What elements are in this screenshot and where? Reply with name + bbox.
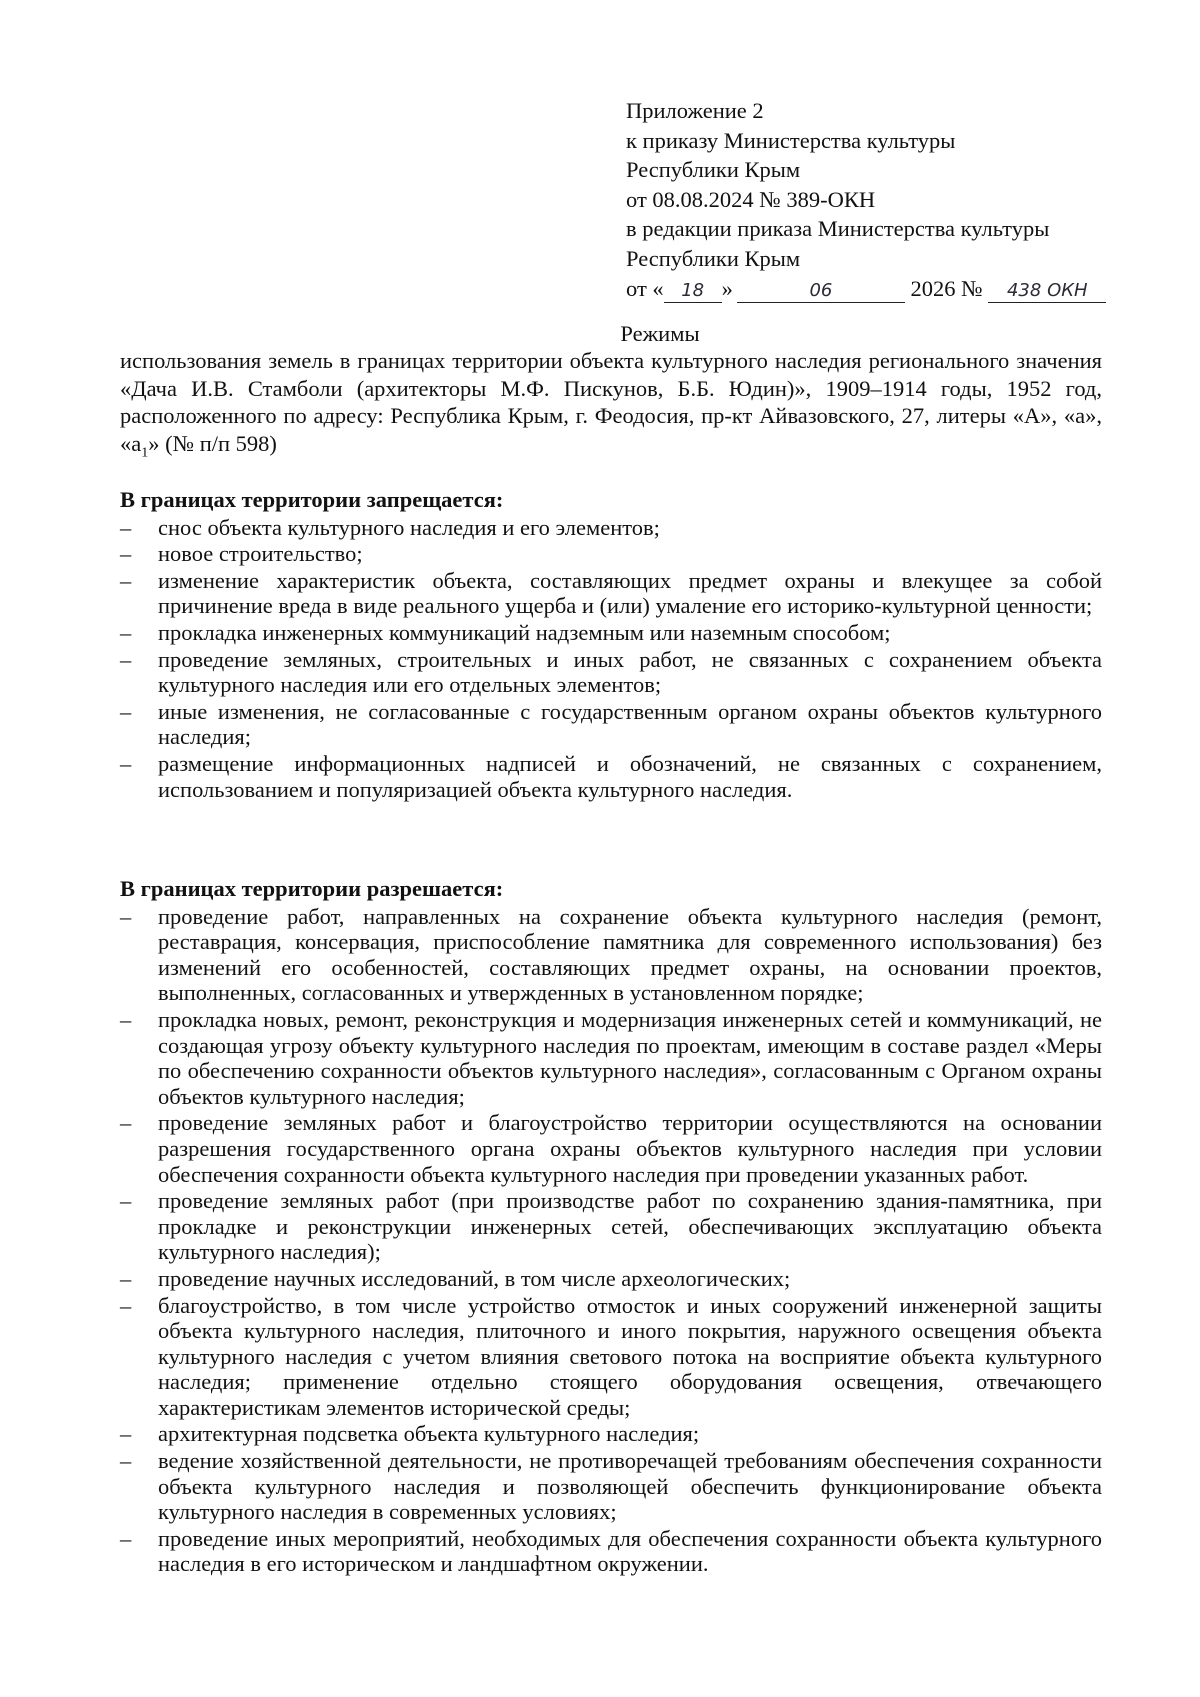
subtitle-subscript: 1 bbox=[141, 445, 149, 461]
prohibited-heading: В границах территории запрещается: bbox=[120, 487, 504, 512]
dash-bullet: – bbox=[120, 541, 132, 567]
appendix-header bbox=[626, 96, 1186, 303]
list-item-text: иные изменения, не согласованные с государственным органом охраны объектов культурного наследия; bbox=[158, 698, 1102, 750]
dash-bullet: – bbox=[120, 1006, 132, 1032]
dash-bullet: – bbox=[120, 514, 132, 540]
header-line: Республики Крым bbox=[626, 245, 801, 271]
list-item bbox=[120, 1526, 1102, 1577]
list-item bbox=[120, 1293, 1102, 1421]
handwritten-order-number: 438 ОКН bbox=[988, 280, 1106, 303]
list-item-text: архитектурная подсветка объекта культурного наследия; bbox=[158, 1421, 700, 1447]
list-item-text: снос объекта культурного наследия и его элементов; bbox=[158, 514, 660, 540]
list-item bbox=[120, 541, 1102, 567]
prohibited-section bbox=[120, 487, 1102, 803]
header-line: Приложение 2 bbox=[626, 98, 764, 123]
allowed-section bbox=[120, 876, 1102, 1578]
list-item-text: прокладка инженерных коммуникаций надземным или наземным способом; bbox=[158, 619, 891, 645]
header-line: в редакции приказа Министерства культуры bbox=[626, 216, 1050, 242]
header-line: от 08.08.2024 № 389-ОКН bbox=[626, 186, 876, 212]
document-subtitle bbox=[120, 347, 1102, 467]
list-item-text: ведение хозяйственной деятельности, не противоречащей требованиям обеспечения сохранности объекта культурного наследия и позволяющей обеспечить функционирование объекта культурного наследия в современных условиях; bbox=[158, 1448, 1102, 1525]
date-mid: » bbox=[721, 275, 733, 301]
allowed-heading: В границах территории разрешается: bbox=[120, 876, 504, 901]
subtitle-text: использования земель в границах территории объекта культурного наследия регионального значения «Дача И.В. Стамболи (архитекторы М.Ф. Пискунов, Б.Б. Юдин)», 1909–1914 годы, 1952 год, расположенного по адресу: Республика Крым, г. Феодосия, пр-кт Айвазовского, 27, литеры «А», «а», «а bbox=[120, 348, 1102, 456]
dash-bullet: – bbox=[120, 1265, 132, 1291]
list-item bbox=[120, 1448, 1102, 1525]
dash-bullet: – bbox=[120, 646, 132, 672]
document-title: Режимы bbox=[620, 321, 700, 346]
list-item-text: размещение информационных надписей и обозначений, не связанных с сохранением, использованием и популяризацией объекта культурного наследия. bbox=[158, 750, 1102, 802]
list-item bbox=[120, 568, 1102, 619]
list-item bbox=[120, 620, 1102, 646]
prohibited-list bbox=[120, 515, 1102, 803]
list-item bbox=[120, 699, 1102, 750]
date-prefix: от « bbox=[626, 275, 664, 301]
dash-bullet: – bbox=[120, 567, 132, 593]
list-item-text: прокладка новых, ремонт, реконструкция и модернизация инженерных сетей и коммуникаций, не создающая угрозу объекту культурного наследия по проектам, имеющим в составе раздел «Меры по обеспечению сохранности объектов культурного наследия», согласованным с Органом охраны объектов культурного наследия; bbox=[158, 1006, 1102, 1109]
allowed-list bbox=[120, 904, 1102, 1577]
list-item bbox=[120, 647, 1102, 698]
list-item-text: проведение научных исследований, в том числе археологических; bbox=[158, 1265, 791, 1291]
handwritten-day: 18 bbox=[664, 280, 722, 303]
header-line: Республики Крым bbox=[626, 157, 801, 183]
dash-bullet: – bbox=[120, 1525, 132, 1551]
list-item-text: проведение работ, направленных на сохранение объекта культурного наследия (ремонт, реставрация, консервация, приспособление памятника для современного использования) без изменений его особенностей, составляющих предмет охраны, на основании проектов, выполненных, согласованных и утвержденных в установленном порядке; bbox=[158, 903, 1102, 1006]
dash-bullet: – bbox=[120, 1188, 132, 1214]
list-item-text: проведение земляных работ и благоустройство территории осуществляются на основании разрешения государственного органа охраны объектов культурного наследия при условии обеспечения сохранности объекта культурного наследия при проведении указанных работ. bbox=[158, 1110, 1102, 1187]
list-item-text: проведение иных мероприятий, необходимых для обеспечения сохранности объекта культурного наследия в его историческом и ландшафтном окружении. bbox=[158, 1525, 1102, 1577]
dash-bullet: – bbox=[120, 1110, 132, 1136]
list-item-text: благоустройство, в том числе устройство отмосток и иных сооружений инженерной защиты объекта культурного наследия, плиточного и иного покрытия, наружного освещения объекта культурного наследия с учетом влияния светового потока на восприятие объекта культурного наследия; применение отдельно стоящего оборудования освещения, отвечающего характеристикам элементов исторической среды; bbox=[158, 1292, 1102, 1420]
dash-bullet: – bbox=[120, 1421, 132, 1447]
list-item bbox=[120, 1188, 1102, 1265]
list-item bbox=[120, 1266, 1102, 1292]
list-item-text: проведение земляных работ (при производстве работ по сохранению здания-памятника, при прокладке и реконструкции инженерных сетей, обеспечивающих эксплуатацию объекта культурного наследия); bbox=[158, 1188, 1102, 1265]
dash-bullet: – bbox=[120, 750, 132, 776]
dash-bullet: – bbox=[120, 619, 132, 645]
list-item bbox=[120, 1110, 1102, 1187]
list-item-text: новое строительство; bbox=[158, 541, 363, 567]
handwritten-month: 06 bbox=[737, 280, 905, 303]
dash-bullet: – bbox=[120, 1448, 132, 1474]
date-year: 2026 № bbox=[910, 275, 983, 301]
dash-bullet: – bbox=[120, 903, 132, 929]
list-item bbox=[120, 515, 1102, 541]
header-date-line bbox=[626, 274, 1186, 304]
dash-bullet: – bbox=[120, 1292, 132, 1318]
list-item bbox=[120, 904, 1102, 1006]
subtitle-text-end: » (№ п/п 598) bbox=[148, 430, 277, 456]
header-line: к приказу Министерства культуры bbox=[626, 127, 956, 153]
list-item bbox=[120, 1007, 1102, 1109]
list-item bbox=[120, 751, 1102, 802]
list-item-text: изменение характеристик объекта, составляющих предмет охраны и влекущее за собой причинение вреда в виде реального ущерба и (или) умаление его историко-культурной ценности; bbox=[158, 567, 1102, 619]
dash-bullet: – bbox=[120, 698, 132, 724]
list-item-text: проведение земляных, строительных и иных работ, не связанных с сохранением объекта культурного наследия или его отдельных элементов; bbox=[158, 646, 1102, 698]
list-item bbox=[120, 1421, 1102, 1447]
